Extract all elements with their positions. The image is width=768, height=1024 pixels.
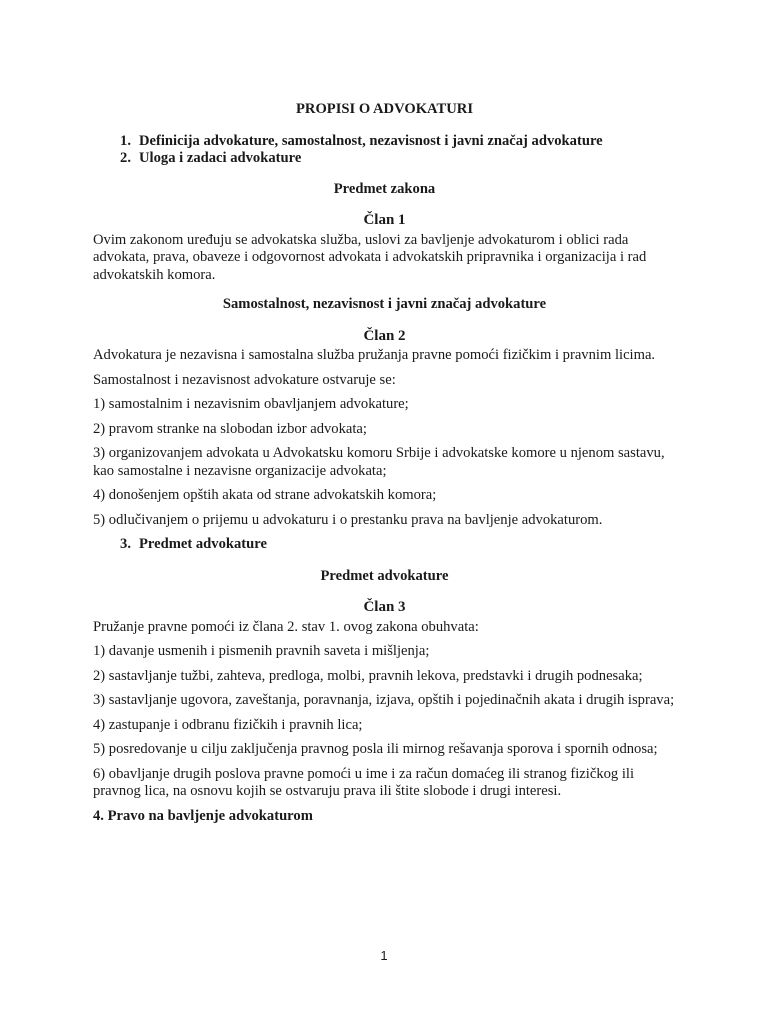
list-item: 3) organizovanjem advokata u Advokatsku komoru Srbije i advokatske komore u njenom sastavu, kao samostalne i nezavisne organizacije advokata;	[93, 445, 665, 479]
list-item: 5) posredovanje u cilju zaključenja pravnog posla ili mirnog rešavanja sporova i spornih odnosa;	[93, 741, 658, 757]
section-heading: Predmet zakona	[333, 180, 436, 197]
numbered-section: 4. Pravo na bavljenje advokaturom	[93, 807, 313, 824]
article-heading: Član 2	[363, 327, 406, 344]
list-item: 4) zastupanje i odbranu fizičkih i pravnih lica;	[93, 716, 363, 733]
article-heading: Član 3	[363, 599, 406, 615]
article-heading: Član 1	[363, 212, 406, 228]
list-item: 2) pravom stranke na slobodan izbor advokata;	[93, 420, 367, 437]
list-item: 4) donošenjem opštih akata od strane advokatskih komora;	[93, 487, 437, 503]
section-heading: Samostalnost, nezavisnost i javni značaj advokature	[222, 296, 547, 312]
paragraph: Pružanje pravne pomoći iz člana 2. stav 1. ovog zakona obuhvata:	[93, 618, 479, 635]
toc-list	[93, 133, 676, 168]
section-heading: Predmet advokature	[320, 567, 449, 584]
numbered-section: 3. Predmet advokature	[120, 536, 267, 552]
toc-item: 1. Definicija advokature, samostalnost, nezavisnost i javni značaj advokature	[120, 132, 603, 149]
list-item: 1) davanje usmenih i pismenih pravnih saveta i mišljenja;	[93, 643, 430, 659]
paragraph: Advokatura je nezavisna i samostalna služba pružanja pravne pomoći fizičkim i pravnim licima.	[93, 347, 656, 363]
toc-item: 2. Uloga i zadaci advokature	[120, 150, 302, 166]
document-title: PROPISI O ADVOKATURI	[295, 101, 473, 117]
page-number: 1	[380, 948, 388, 963]
list-item: 6) obavljanje drugih poslova pravne pomoći u ime i za račun domaćeg ili stranog fizičkog ili pravnog lica, na osnovu kojih se ostvaruju prava ili štite slobode i drugi interesi.	[93, 765, 635, 799]
document-body	[93, 101, 676, 825]
list-item: 2) sastavljanje tužbi, zahteva, predloga, molbi, pravnih lekova, predstavki i drugih podnesaka;	[93, 667, 643, 684]
paragraph: Samostalnost i nezavisnost advokature ostvaruje se:	[93, 371, 396, 388]
list-item: 3) sastavljanje ugovora, zaveštanja, poravnanja, izjava, opštih i pojedinačnih akata i drugih isprava;	[93, 692, 675, 708]
list-item: 1) samostalnim i nezavisnim obavljanjem advokature;	[93, 396, 409, 412]
paragraph: Ovim zakonom uređuju se advokatska služba, uslovi za bavljenje advokaturom i oblici rada advokata, prava, obaveze i odgovornost advokata i advokatskih pripravnika i organizacija i rad advokatskih komora.	[93, 231, 647, 283]
list-item: 5) odlučivanjem o prijemu u advokaturu i o prestanku prava na bavljenje advokaturom.	[93, 511, 603, 528]
